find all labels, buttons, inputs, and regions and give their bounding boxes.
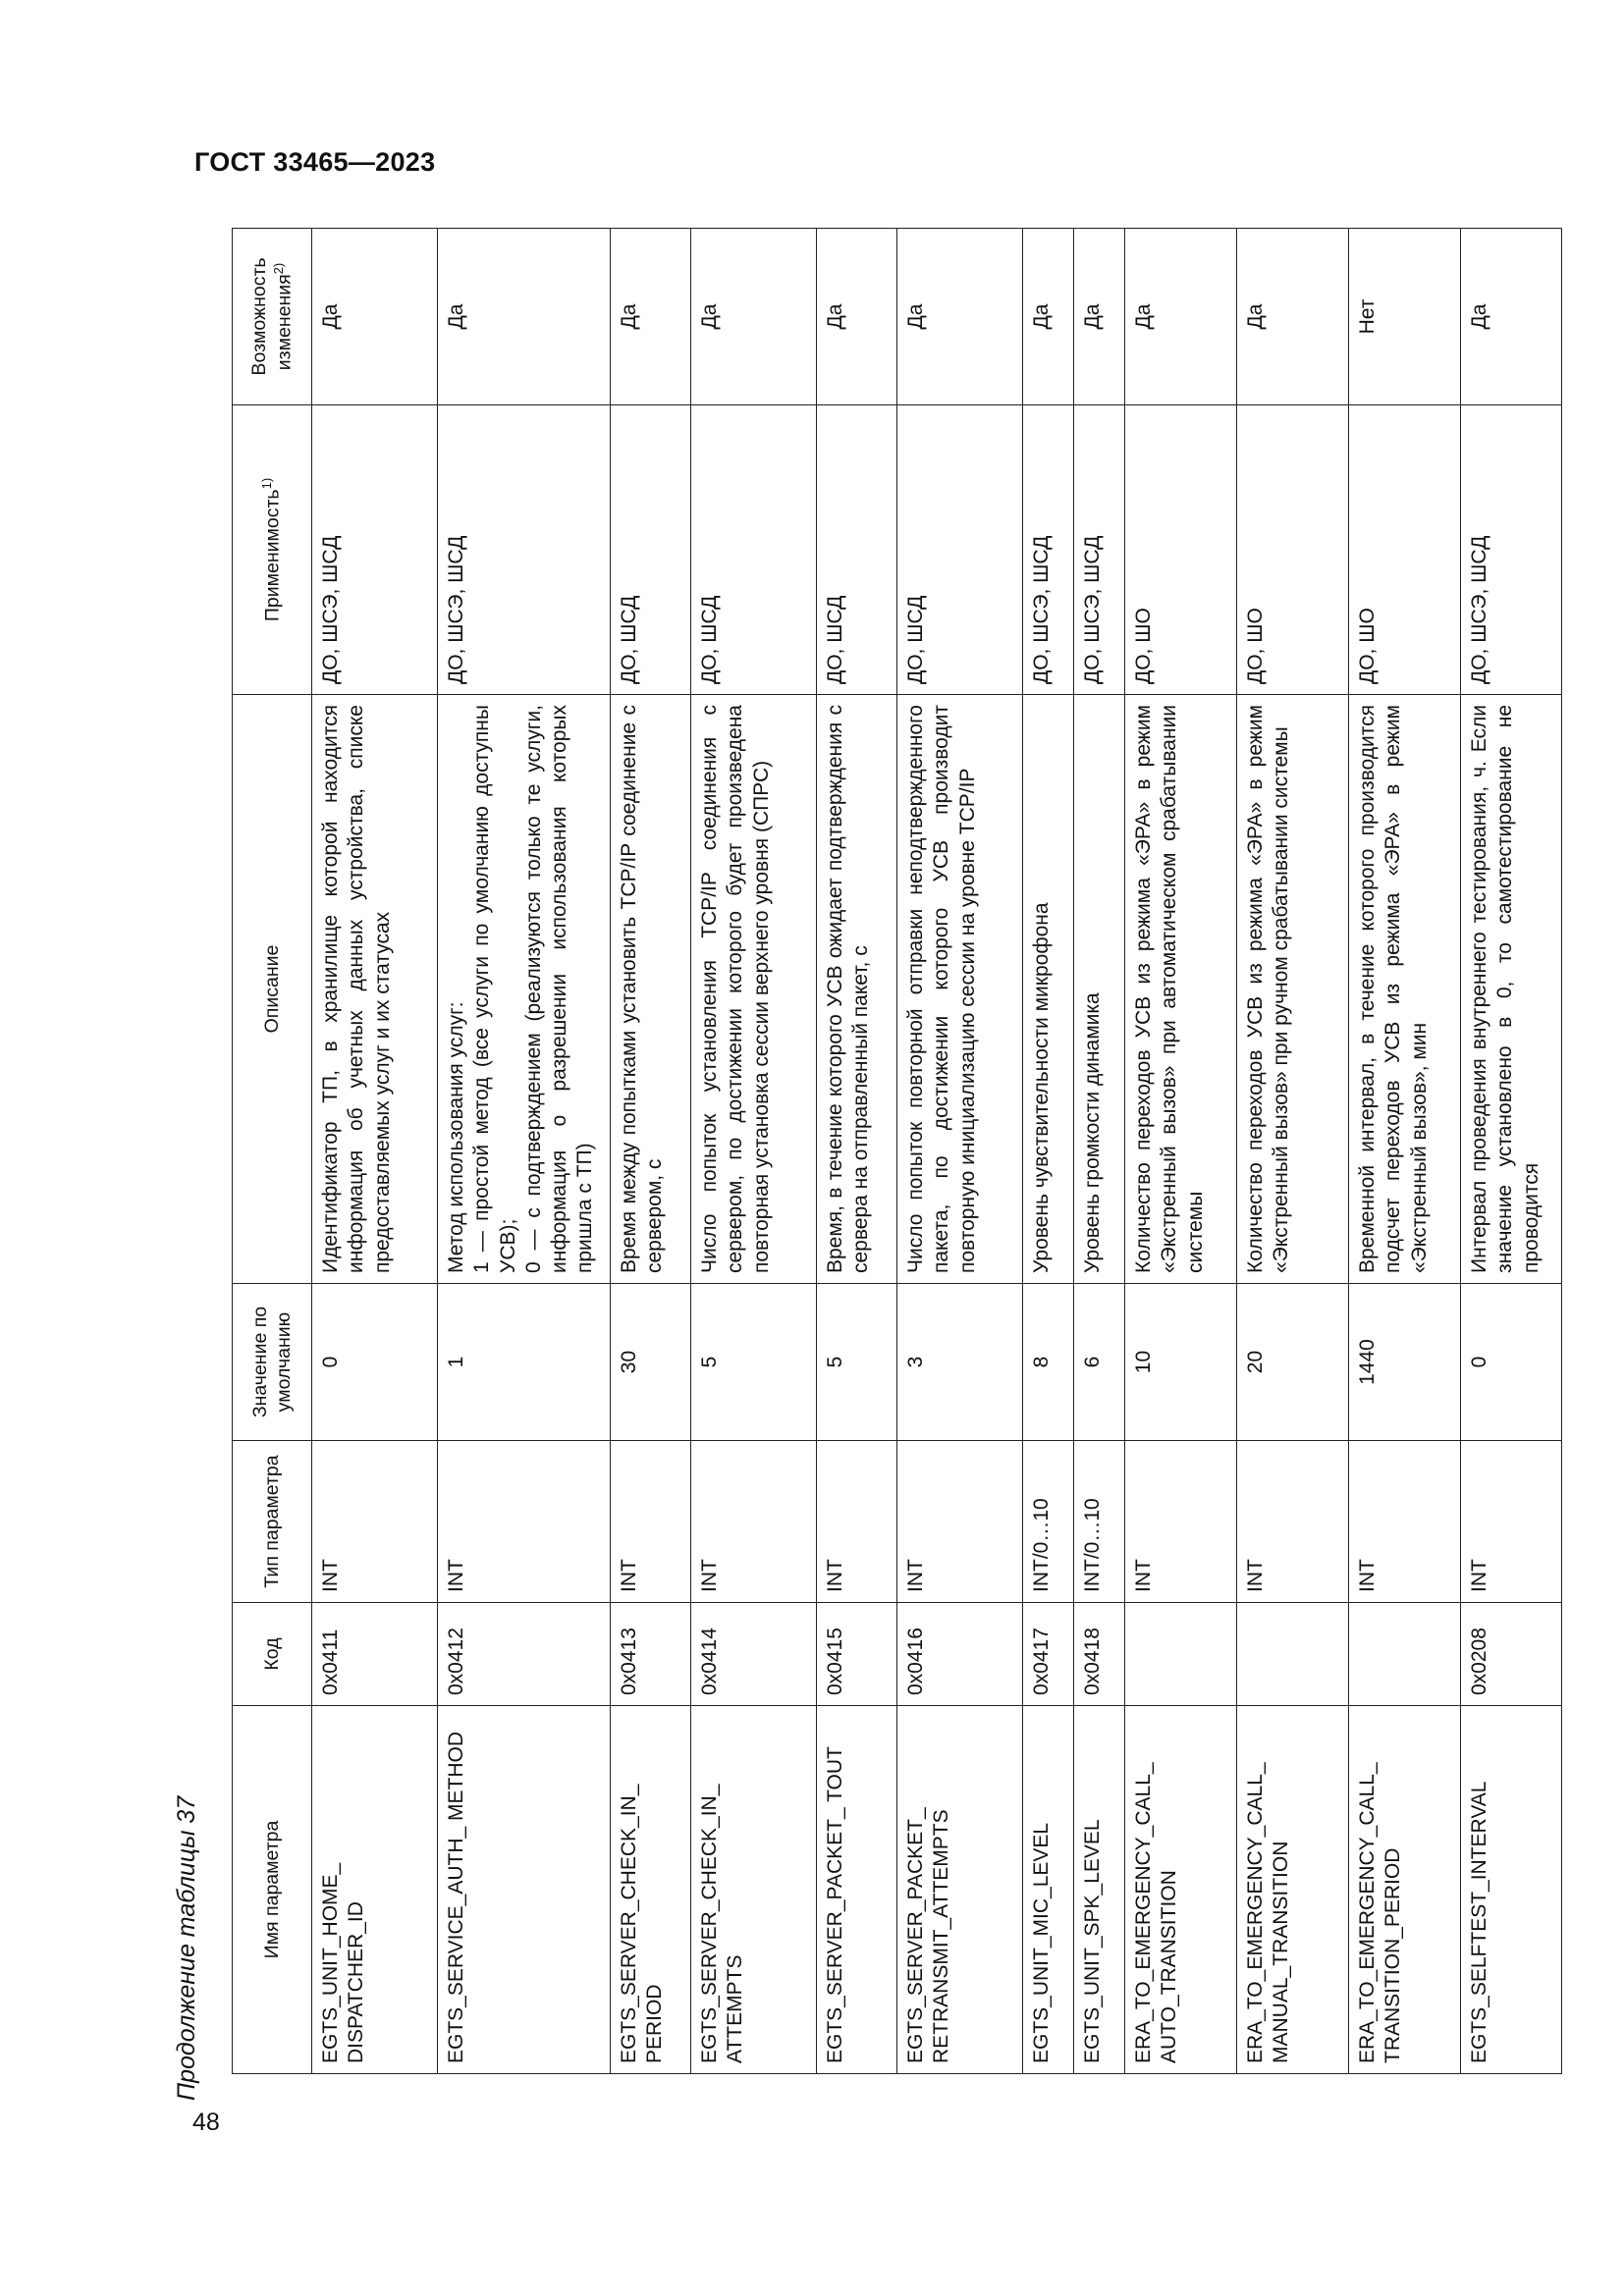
param-changeable-cell: Да	[312, 229, 438, 405]
param-applicability-cell: ДО, ШО	[1125, 405, 1237, 695]
param-default-cell: 0	[1461, 1284, 1562, 1441]
col-header-code: Код	[233, 1603, 312, 1706]
param-name-cell: EGTS_SERVER_CHECK_IN_ PERIOD	[611, 1706, 691, 2074]
param-type-cell: INT	[817, 1441, 897, 1603]
table-row	[897, 229, 1023, 2074]
param-code-cell	[1237, 1603, 1349, 1706]
param-name-cell: EGTS_SELFTEST_INTERVAL	[1461, 1706, 1562, 2074]
col-header-type: Тип параметра	[233, 1441, 312, 1603]
param-applicability-cell: ДО, ШСЭ, ШСД	[438, 405, 611, 695]
param-applicability-cell: ДО, ШСД	[691, 405, 817, 695]
param-default-cell: 8	[1023, 1284, 1074, 1441]
col-header-applicability	[233, 405, 312, 695]
param-type-cell: INT	[691, 1441, 817, 1603]
param-changeable-cell: Да	[438, 229, 611, 405]
param-description-cell: Интервал проведения внутреннего тестирования, ч. Если значение установлено в 0, то самотестирование не проводится	[1461, 695, 1562, 1284]
document-header: ГОСТ 33465—2023	[194, 147, 436, 177]
param-type-cell: INT	[611, 1441, 691, 1603]
param-description-cell: Количество переходов УСВ из режима «ЭРА» в режим «Экстренный вызов» при автоматическом срабатывании системы	[1125, 695, 1237, 1284]
param-type-cell: INT	[312, 1441, 438, 1603]
param-code-cell	[1349, 1603, 1461, 1706]
param-changeable-cell: Да	[1237, 229, 1349, 405]
table-body	[312, 229, 1562, 2074]
param-description-cell: Временной интервал, в течение которого производится подсчет переходов УСВ из режима «ЭРА» в режим «Экстренный вызов», мин	[1349, 695, 1461, 1284]
table-row	[691, 229, 817, 2074]
footnote-ref-2: 2)	[271, 262, 287, 275]
table-row	[1349, 229, 1461, 2074]
param-type-cell: INT	[1461, 1441, 1562, 1603]
rotated-table-container	[232, 229, 1543, 2074]
param-default-cell: 0	[312, 1284, 438, 1441]
param-name-cell: EGTS_UNIT_HOME_ DISPATCHER_ID	[312, 1706, 438, 2074]
param-applicability-cell: ДО, ШСЭ, ШСД	[312, 405, 438, 695]
param-default-cell: 20	[1237, 1284, 1349, 1441]
param-description-cell: Число попыток повторной отправки неподтвержденного пакета, по достижении которого УСВ производит повторную инициализацию сессии на уровне TCP/IP	[897, 695, 1023, 1284]
param-changeable-cell: Да	[1074, 229, 1125, 405]
table-row	[1237, 229, 1349, 2074]
param-type-cell: INT	[438, 1441, 611, 1603]
col-header-default: Значение по умолчанию	[233, 1284, 312, 1441]
table-row	[1023, 229, 1074, 2074]
param-type-cell: INT	[1349, 1441, 1461, 1603]
table-row	[1461, 229, 1562, 2074]
param-name-cell: EGTS_SERVICE_AUTH_ METHOD	[438, 1706, 611, 2074]
param-description-cell: Число попыток установления TCP/IP соединения с сервером, по достижении которого будет произведена повторная установка сессии верхнего уровня (СПРС)	[691, 695, 817, 1284]
col-header-applicability-text: Применимость	[261, 489, 284, 622]
table-row	[611, 229, 691, 2074]
param-description-cell: Метод использования услуг: 1 — простой метод (все услуги по умолчанию доступны УСВ); 0 — с подтверждением (реализуются только те услуги, информация о разрешении использования которых пришла с ТП)	[438, 695, 611, 1284]
param-code-cell: 0x0412	[438, 1603, 611, 1706]
param-changeable-cell: Да	[897, 229, 1023, 405]
param-name-cell: ERA_TO_EMERGENCY_CALL_ MANUAL_TRANSITION	[1237, 1706, 1349, 2074]
param-code-cell: 0x0415	[817, 1603, 897, 1706]
param-code-cell: 0x0417	[1023, 1603, 1074, 1706]
param-description-cell: Уровень чувствительности микрофона	[1023, 695, 1074, 1284]
param-default-cell: 5	[817, 1284, 897, 1441]
param-changeable-cell: Да	[817, 229, 897, 405]
param-changeable-cell: Да	[691, 229, 817, 405]
param-code-cell: 0x0418	[1074, 1603, 1125, 1706]
param-description-cell: Время между попытками установить TCP/IP соединение с сервером, с	[611, 695, 691, 1284]
param-default-cell: 5	[691, 1284, 817, 1441]
table-row	[312, 229, 438, 2074]
table-row	[1074, 229, 1125, 2074]
param-default-cell: 1	[438, 1284, 611, 1441]
param-applicability-cell: ДО, ШСД	[897, 405, 1023, 695]
page-number: 48	[192, 2109, 220, 2136]
param-code-cell: 0x0411	[312, 1603, 438, 1706]
parameters-table	[232, 228, 1562, 2074]
param-changeable-cell: Да	[1125, 229, 1237, 405]
param-code-cell: 0x0414	[691, 1603, 817, 1706]
param-default-cell: 10	[1125, 1284, 1237, 1441]
param-applicability-cell: ДО, ШО	[1237, 405, 1349, 695]
col-header-changeable	[233, 229, 312, 405]
param-name-cell: ERA_TO_EMERGENCY_CALL_ TRANSITION_PERIOD	[1349, 1706, 1461, 2074]
param-changeable-cell: Да	[1023, 229, 1074, 405]
param-name-cell: EGTS_SERVER_PACKET_ TOUT	[817, 1706, 897, 2074]
param-type-cell: INT	[897, 1441, 1023, 1603]
param-changeable-cell: Да	[611, 229, 691, 405]
col-header-changeable-text: Возможность изменения	[247, 257, 296, 376]
param-default-cell: 1440	[1349, 1284, 1461, 1441]
param-changeable-cell: Нет	[1349, 229, 1461, 405]
param-name-cell: EGTS_UNIT_MIC_LEVEL	[1023, 1706, 1074, 2074]
param-code-cell: 0x0416	[897, 1603, 1023, 1706]
param-applicability-cell: ДО, ШСЭ, ШСД	[1074, 405, 1125, 695]
param-type-cell: INT/0…10	[1074, 1441, 1125, 1603]
param-code-cell	[1125, 1603, 1237, 1706]
param-applicability-cell: ДО, ШСД	[817, 405, 897, 695]
table-row	[817, 229, 897, 2074]
param-applicability-cell: ДО, ШО	[1349, 405, 1461, 695]
param-code-cell: 0x0208	[1461, 1603, 1562, 1706]
param-changeable-cell: Да	[1461, 229, 1562, 405]
param-description-cell: Количество переходов УСВ из режима «ЭРА» в режим «Экстренный вызов» при ручном срабатывании системы	[1237, 695, 1349, 1284]
param-name-cell: EGTS_SERVER_PACKET_ RETRANSMIT_ATTEMPTS	[897, 1706, 1023, 2074]
param-default-cell: 6	[1074, 1284, 1125, 1441]
param-applicability-cell: ДО, ШСД	[611, 405, 691, 695]
param-default-cell: 3	[897, 1284, 1023, 1441]
param-name-cell: EGTS_SERVER_CHECK_IN_ ATTEMPTS	[691, 1706, 817, 2074]
col-header-name: Имя параметра	[233, 1706, 312, 2074]
param-description-cell: Уровень громкости динамика	[1074, 695, 1125, 1284]
col-header-description: Описание	[233, 695, 312, 1284]
param-type-cell: INT	[1237, 1441, 1349, 1603]
table-header-row	[233, 229, 312, 2074]
table-caption: Продолжение таблицы 37	[173, 1795, 200, 2101]
param-applicability-cell: ДО, ШСЭ, ШСД	[1461, 405, 1562, 695]
table-row	[1125, 229, 1237, 2074]
param-code-cell: 0x0413	[611, 1603, 691, 1706]
param-description-cell: Идентификатор ТП, в хранилище которой находится информация об учетных данных устройства, списке предоставляемых услуг и их статусах	[312, 695, 438, 1284]
footnote-ref-1: 1)	[259, 477, 275, 490]
param-name-cell: EGTS_UNIT_SPK_LEVEL	[1074, 1706, 1125, 2074]
table-row	[438, 229, 611, 2074]
param-applicability-cell: ДО, ШСЭ, ШСД	[1023, 405, 1074, 695]
param-description-cell: Время, в течение которого УСВ ожидает подтверждения с сервера на отправленный пакет, с	[817, 695, 897, 1284]
param-type-cell: INT/0…10	[1023, 1441, 1074, 1603]
param-type-cell: INT	[1125, 1441, 1237, 1603]
param-name-cell: ERA_TO_EMERGENCY_CALL_ AUTO_TRANSITION	[1125, 1706, 1237, 2074]
param-default-cell: 30	[611, 1284, 691, 1441]
